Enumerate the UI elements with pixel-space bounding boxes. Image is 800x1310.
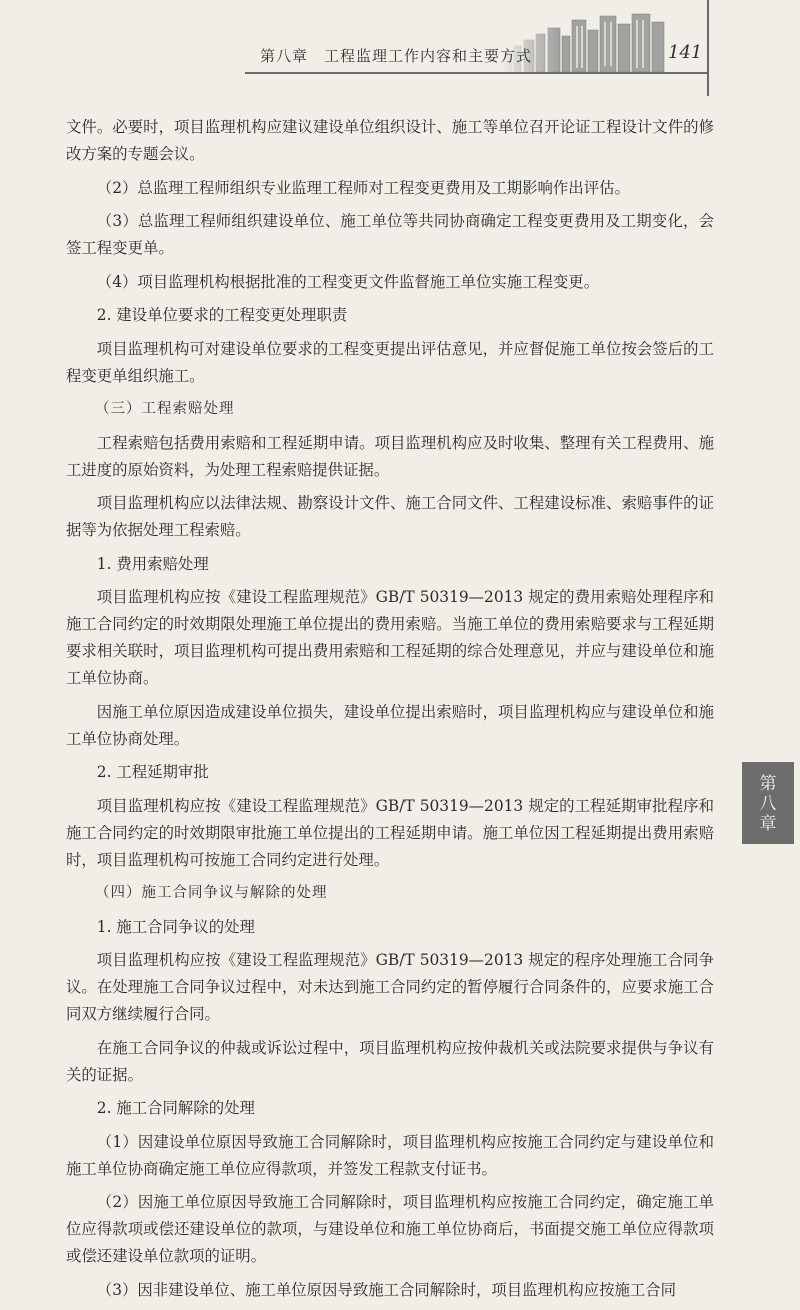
- page-header: [0, 0, 800, 96]
- paragraph: 1. 费用索赔处理: [96, 554, 209, 573]
- paragraph: （4）项目监理机构根据批准的工程变更文件监督施工单位实施工程变更。: [96, 272, 600, 291]
- chapter-side-tab: [742, 762, 794, 844]
- paragraph: （3）因非建设单位、施工单位原因导致施工合同解除时，项目监理机构应按施工合同: [96, 1280, 677, 1299]
- paragraph: （2）总监理工程师组织专业监理工程师对工程变更费用及工期影响作出评估。: [96, 178, 630, 197]
- chapter-side-tab-label: [742, 774, 794, 834]
- paragraph: 项目监理机构应按《建设工程监理规范》GB/T 50319—2013 规定的工程延期审批程序和施工合同约定的时效期限审批施工单位提出的工程延期申请。施工单位因工程延期提出费用索赔时，项目监理机构可按施工合同约定进行处理。: [66, 796, 714, 869]
- header-rule: [245, 72, 708, 74]
- paragraph: 文件。必要时，项目监理机构应建议建设单位组织设计、施工等单位召开论证工程设计文件的修改方案的专题会议。: [66, 118, 714, 163]
- paragraph: 项目监理机构应按《建设工程监理规范》GB/T 50319—2013 规定的费用索赔处理程序和施工合同约定的时效期限处理施工单位提出的费用索赔。当施工单位的费用索赔要求与工程延期要求相关联时，项目监理机构可提出费用索赔和工程延期的综合处理意见，并应与建设单位和施工单位协商。: [66, 588, 714, 687]
- chapter-side-tab-char: 八: [759, 794, 777, 814]
- paragraph: 在施工合同争议的仲裁或诉讼过程中，项目监理机构应按仲裁机关或法院要求提供与争议有关的证据。: [66, 1038, 714, 1084]
- paragraph: 1. 施工合同争议的处理: [96, 917, 255, 936]
- page-body: [66, 114, 714, 1310]
- section-heading: （四）施工合同争议与解除的处理: [95, 885, 328, 901]
- paragraph: （1）因建设单位原因导致施工合同解除时，项目监理机构应按施工合同约定与建设单位和施工单位协商确定施工单位应得款项，并签发工程款支付证书。: [66, 1132, 714, 1178]
- header-vertical-rule: [707, 0, 709, 96]
- paragraph: 项目监理机构可对建设单位要求的工程变更提出评估意见，并应督促施工单位按会签后的工程变更单组织施工。: [66, 339, 714, 385]
- page-number: 141: [668, 42, 703, 63]
- section-heading: （三）工程索赔处理: [95, 401, 235, 417]
- paragraph: 2. 工程延期审批: [96, 763, 209, 781]
- chapter-side-tab-char: 章: [759, 814, 777, 834]
- chapter-title: 第八章 工程监理工作内容和主要方式: [260, 47, 533, 65]
- paragraph: 工程索赔包括费用索赔和工程延期申请。项目监理机构应及时收集、整理有关工程费用、施工进度的原始资料，为处理工程索赔提供证据。: [66, 433, 714, 479]
- paragraph: （2）因施工单位原因导致施工合同解除时，项目监理机构应按施工合同约定，确定施工单位应得款项或偿还建设单位的款项，与建设单位和施工单位协商后，书面提交施工单位应得款项或偿还建设单位款项的证明。: [66, 1193, 714, 1265]
- chapter-side-tab-char: 第: [759, 774, 777, 794]
- paragraph: 项目监理机构应以法律法规、勘察设计文件、施工合同文件、工程建设标准、索赔事件的证据等为依据处理工程索赔。: [66, 494, 714, 539]
- paragraph: 2. 建设单位要求的工程变更处理职责: [96, 306, 348, 324]
- paragraph: 2. 施工合同解除的处理: [96, 1099, 255, 1117]
- paragraph: 因施工单位原因造成建设单位损失，建设单位提出索赔时，项目监理机构应与建设单位和施工单位协商处理。: [66, 702, 714, 748]
- paragraph: 项目监理机构应按《建设工程监理规范》GB/T 50319—2013 规定的程序处理施工合同争议。在处理施工合同争议过程中，对未达到施工合同约定的暂停履行合同条件的，应要求施工合同双方继续履行合同。: [66, 951, 714, 1023]
- paragraph: （3）总监理工程师组织建设单位、施工单位等共同协商确定工程变更费用及工期变化，会签工程变更单。: [66, 212, 714, 257]
